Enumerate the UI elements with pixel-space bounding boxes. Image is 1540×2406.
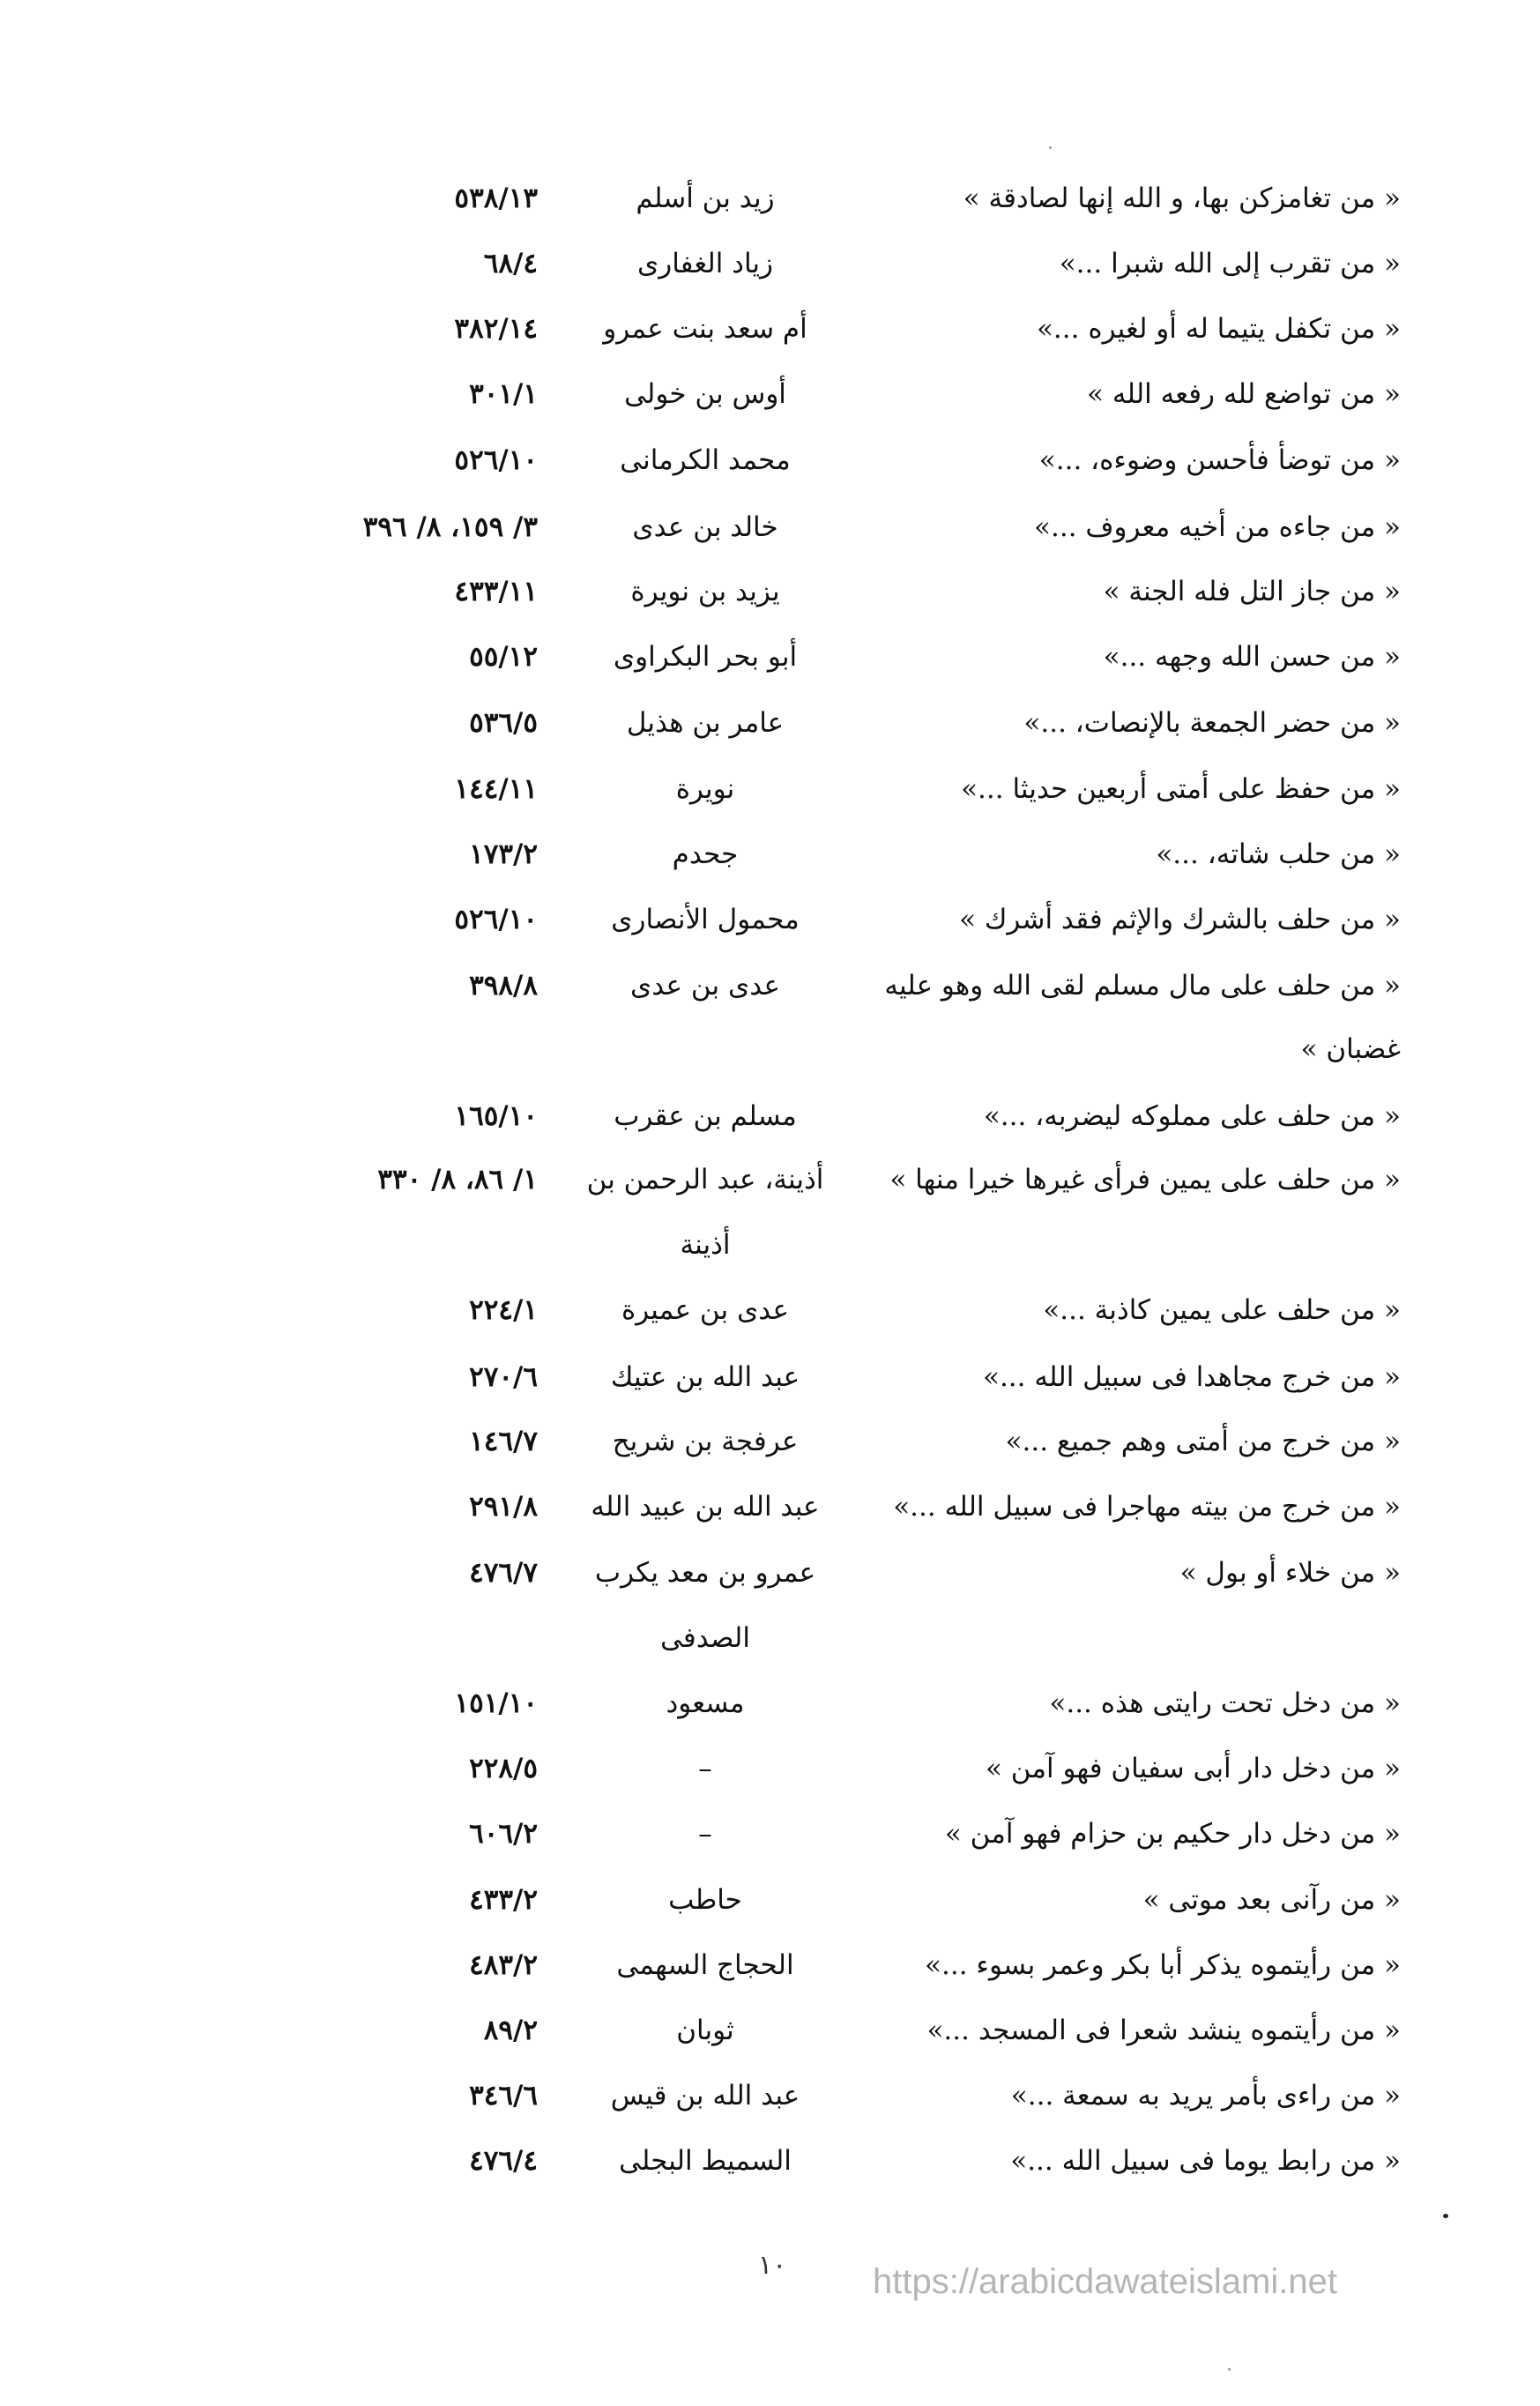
volume-page-ref: ٤٧٦/٤	[469, 2145, 538, 2177]
volume-page-ref: ٣٠١/١	[469, 378, 538, 410]
table-row	[0, 1345, 1540, 1410]
table-row	[0, 1736, 1540, 1801]
volume-page-ref: ٣٩٨/٨	[469, 970, 538, 1002]
page-number: ١٠	[758, 2250, 787, 2281]
narrator-name: أذينة	[680, 1229, 731, 1261]
volume-page-ref: ٥٢٦/١٠	[454, 444, 538, 476]
narrator-name: أوس بن خولى	[624, 378, 786, 410]
volume-page-ref: ٤٣٣/٢	[469, 1884, 538, 1916]
narrator-name	[529, 1017, 882, 1082]
narrator-name: زياد الغفارى	[636, 248, 774, 279]
table-row	[0, 559, 1540, 624]
hadith-text: « من تواضع لله رفعه الله »	[1087, 378, 1401, 410]
hadith-text: « من حلف على مال مسلم لقى الله وهو عليه	[884, 970, 1401, 1002]
table-row	[0, 756, 1540, 822]
narrator-name: ثوبان	[676, 2015, 734, 2046]
narrator-name: أبو بحر البكراوى	[613, 641, 798, 673]
volume-page-ref: ٥٢٦/١٠	[454, 904, 538, 935]
narrator-name: الحجاج السهمى	[616, 1949, 794, 1981]
volume-page-ref: ١٤٦/٧	[469, 1426, 538, 1457]
volume-page-ref: ٢٧٠/٦	[469, 1361, 538, 1393]
volume-page-ref: ٢٢٤/١	[469, 1294, 538, 1326]
table-row	[0, 166, 1540, 231]
table-row	[0, 1933, 1540, 1998]
narrator-name: محمول الأنصارى	[611, 904, 800, 935]
table-row	[0, 361, 1540, 427]
hadith-text: « من تكفل يتيما له أو لغيره ...»	[1036, 313, 1401, 345]
hadith-text: « من رأيتموه ينشد شعرا فى المسجد ...»	[926, 2015, 1401, 2046]
table-row	[0, 953, 1540, 1018]
narrator-name: عبد الله بن عتيك	[610, 1361, 800, 1393]
table-row	[0, 1867, 1540, 1933]
hadith-text: « من حلف على مملوكه ليضربه، ...»	[983, 1100, 1401, 1132]
hadith-text: « من خرج من أمتى وهم جميع ...»	[1005, 1426, 1401, 1457]
table-row	[0, 1998, 1540, 2063]
table-row	[0, 1409, 1540, 1474]
volume-page-ref: ٤٨٣/٢	[469, 1949, 538, 1981]
volume-page-ref: ٦٠٦/٢	[469, 1818, 538, 1850]
narrator-name: عبد الله بن عبيد الله	[591, 1491, 820, 1523]
narrator-name: عامر بن هذيل	[626, 707, 785, 739]
hadith-text: « من حفظ على أمتى أربعين حديثا ...»	[961, 773, 1401, 805]
hadith-text: « من حلف بالشرك والإثم فقد أشرك »	[959, 904, 1401, 935]
narrator-name: خالد بن عدى	[632, 511, 778, 543]
volume-page-ref: ١٦٥/١٠	[454, 1100, 538, 1132]
narrator-name: مسعود	[666, 1687, 745, 1719]
narrator-name: –	[698, 1753, 712, 1784]
hadith-text: « من خرج مجاهدا فى سبيل الله ...»	[982, 1361, 1401, 1393]
table-row	[0, 1277, 1540, 1343]
table-row	[0, 1212, 1540, 1277]
narrator-name: الصدفى	[660, 1622, 750, 1654]
hadith-text: « من خلاء أو بول »	[1179, 1557, 1401, 1589]
narrator-name: عدى بن عميرة	[621, 1294, 790, 1326]
volume-page-ref	[282, 1017, 538, 1082]
table-row	[0, 296, 1540, 361]
volume-page-ref: ٥٣٦/٥	[469, 707, 538, 739]
table-row	[0, 1540, 1540, 1605]
hadith-text: « من رأيتموه يذكر أبا بكر وعمر بسوء ...»	[925, 1949, 1401, 1981]
hadith-text: « من دخل تحت رايتى هذه ...»	[1049, 1687, 1401, 1719]
ink-speck	[1228, 2368, 1231, 2371]
narrator-name: يزيد بن نويرة	[630, 576, 780, 607]
table-row	[0, 1605, 1540, 1671]
volume-page-ref: ٣٨٢/١٤	[454, 313, 538, 345]
table-row	[0, 2128, 1540, 2194]
hadith-text: « من جاز التل فله الجنة »	[1103, 576, 1401, 607]
volume-page-ref: ١٧٣/٢	[469, 838, 538, 870]
hadith-text: « من تقرب إلى الله شبرا ...»	[1059, 248, 1401, 279]
volume-page-ref: ٨٩/٢	[483, 2015, 538, 2046]
narrator-name: مسلم بن عقرب	[614, 1100, 797, 1132]
volume-page-ref	[282, 1605, 538, 1671]
volume-page-ref: ٢٢٨/٥	[469, 1753, 538, 1784]
hadith-text: « من رآنى بعد موتى »	[1142, 1884, 1401, 1916]
narrator-name: السميط البجلى	[619, 2145, 792, 2177]
volume-page-ref	[282, 1212, 538, 1277]
narrator-name: أذينة، عبد الرحمن بن	[586, 1164, 824, 1196]
table-row	[0, 887, 1540, 952]
hadith-text: « من حضر الجمعة بالإنصات، ...»	[1023, 707, 1401, 739]
volume-page-ref: ٥٥/١٢	[469, 641, 538, 673]
hadith-text: « من حسن الله وجهه ...»	[1103, 641, 1401, 673]
table-row	[0, 2063, 1540, 2128]
hadith-text: « من حلف على يمين كاذبة ...»	[1043, 1294, 1401, 1326]
volume-page-ref: ٣٤٦/٦	[469, 2080, 538, 2112]
watermark-url: https://arabicdawateislami.net	[873, 2262, 1337, 2301]
hadith-text: « من توضأ فأحسن وضوءه، ...»	[1038, 444, 1401, 476]
ink-speck	[1443, 2214, 1448, 2218]
table-row	[0, 690, 1540, 756]
hadith-text: « من حلب شاته، ...»	[1156, 838, 1401, 870]
narrator-name: حاطب	[668, 1884, 742, 1916]
narrator-name: جحدم	[672, 838, 739, 870]
volume-page-ref: ٣/ ١٥٩، ٨/ ٣٩٦	[362, 511, 538, 543]
hadith-text: « من حلف على يمين فرأى غيرها خيرا منها »	[889, 1164, 1401, 1196]
table-row	[0, 231, 1540, 296]
table-row	[0, 495, 1540, 560]
narrator-name: عبد الله بن قيس	[610, 2080, 800, 2112]
narrator-name: عمرو بن معد يكرب	[594, 1557, 816, 1589]
table-row	[0, 1147, 1540, 1212]
volume-page-ref: ٦٨/٤	[483, 248, 538, 279]
table-row	[0, 428, 1540, 493]
hadith-text: « من دخل دار حكيم بن حزام فهو آمن »	[944, 1818, 1401, 1850]
ink-speck	[1049, 146, 1052, 149]
table-row	[0, 1801, 1540, 1866]
volume-page-ref: ١/ ٨٦، ٨/ ٣٣٠	[377, 1164, 538, 1196]
narrator-name: عدى بن عدى	[629, 970, 780, 1002]
narrator-name: –	[698, 1818, 712, 1850]
table-row	[0, 1084, 1540, 1149]
narrator-name: زيد بن أسلم	[636, 182, 775, 214]
volume-page-ref: ٥٣٨/١٣	[454, 182, 538, 214]
hadith-text: « من دخل دار أبى سفيان فهو آمن »	[985, 1753, 1401, 1784]
table-row	[0, 1671, 1540, 1736]
narrator-name: عرفجة بن شريح	[612, 1426, 799, 1457]
table-row	[0, 822, 1540, 887]
table-row	[0, 1017, 1540, 1082]
table-row	[0, 1474, 1540, 1539]
volume-page-ref: ٤٧٦/٧	[469, 1557, 538, 1589]
volume-page-ref: ١٥١/١٠	[454, 1687, 538, 1719]
volume-page-ref: ٢٩١/٨	[469, 1491, 538, 1523]
hadith-text: غضبان »	[1300, 1033, 1401, 1065]
table-row	[0, 624, 1540, 689]
narrator-name: أم سعد بنت عمرو	[603, 313, 807, 345]
hadith-text: « من جاءه من أخيه معروف ...»	[1034, 511, 1401, 543]
volume-page-ref: ٤٣٣/١١	[454, 576, 538, 607]
hadith-text: « من راءى بأمر يريد به سمعة ...»	[1010, 2080, 1401, 2112]
narrator-name: محمد الكرمانى	[620, 444, 791, 476]
volume-page-ref: ١٤٤/١١	[454, 773, 538, 805]
hadith-text: « من رابط يوما فى سبيل الله ...»	[1010, 2145, 1401, 2177]
hadith-text: « من خرج من بيته مهاجرا فى سبيل الله ...»	[893, 1491, 1401, 1523]
narrator-name: نويرة	[675, 773, 735, 805]
hadith-text: « من تغامزكن بها، و الله إنها لصادقة »	[963, 182, 1401, 214]
